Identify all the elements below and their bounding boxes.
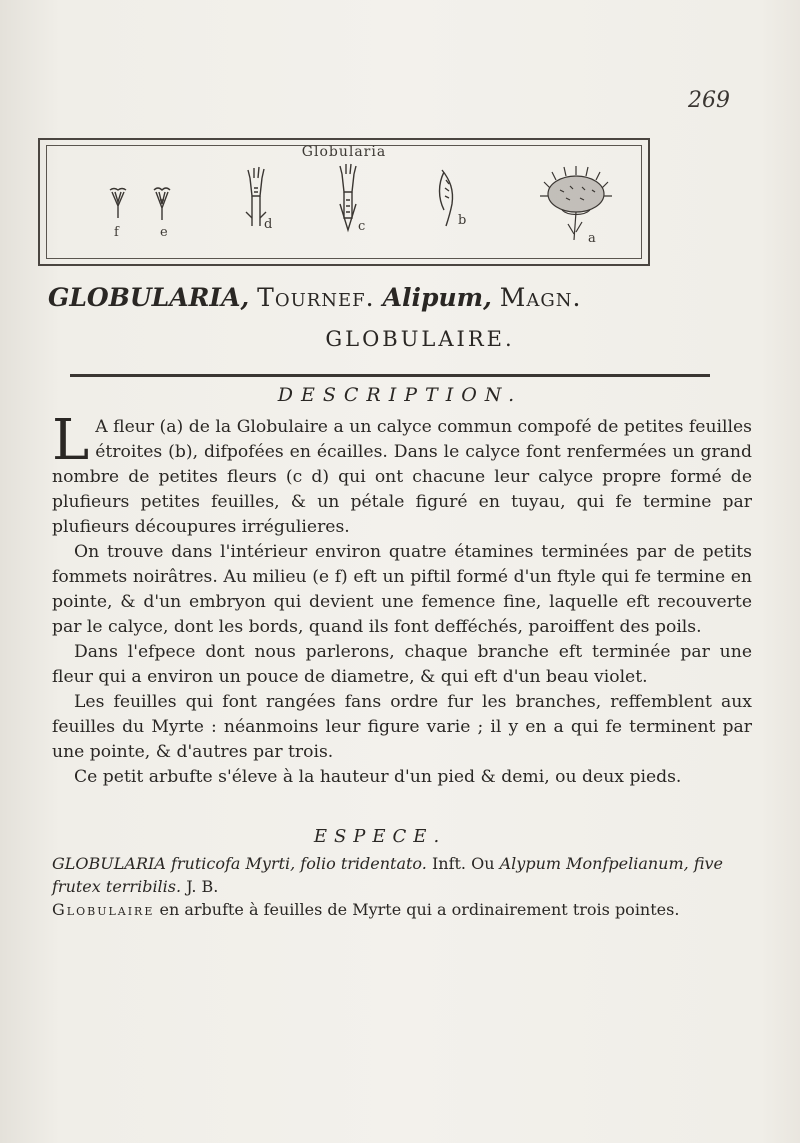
drop-cap: L bbox=[52, 408, 90, 473]
french-lead: Globulaire bbox=[52, 900, 155, 919]
figure-c-drawing bbox=[340, 164, 356, 230]
author-tournefort: Tournef. bbox=[257, 283, 375, 312]
latin-species-entry bbox=[52, 852, 752, 898]
espece-title: ESPECE. bbox=[313, 826, 447, 847]
illustration-plate bbox=[38, 138, 650, 266]
latin-or: Ou bbox=[471, 854, 495, 873]
figure-d-drawing bbox=[246, 167, 266, 226]
plate-title: Globularia bbox=[301, 144, 387, 160]
espece-body bbox=[52, 852, 752, 921]
figure-b-drawing bbox=[440, 170, 453, 226]
article-heading bbox=[48, 283, 748, 312]
synonym-name: Alipum, bbox=[382, 283, 492, 312]
french-species-entry bbox=[52, 898, 752, 921]
figure-e-drawing bbox=[154, 188, 170, 220]
description-paragraph: L A fleur (a) de la Globulaire a un calyce commun compofé de petites feuilles étroites (b), difpofées en écailles. Dans le calyce font renfermées un grand nombre de petites fleurs (c d) qui ont chacune leur calyce propre formé de plufieurs petites feuilles, & un pétale figuré en tuyau, qui fe termine par plufieurs découpures irrégulieres. bbox=[52, 408, 752, 537]
section-divider bbox=[70, 374, 710, 377]
french-name: GLOBULAIRE. bbox=[325, 327, 515, 351]
description-paragraph: On trouve dans l'intérieur environ quatre étamines terminées par de petits fommets noirâtres. Au milieu (e f) eft un piftil formé d'un ftyle qui fe termine en pointe, & d'un embryon qui devient une femence fine, laquelle eft recouverte par le calyce, dont les bords, quand ils font defféchés, paroiffent des poils. bbox=[52, 542, 752, 637]
latin-author-2: J. B. bbox=[186, 877, 219, 896]
description-body bbox=[52, 408, 752, 790]
description-paragraph: Les feuilles qui font rangées fans ordre fur les branches, reffemblent aux feuilles du Myrte : néanmoins leur figure varie ; il y en a qui fe terminent par une pointe, & d'autres par trois. bbox=[52, 692, 752, 762]
latin-author: Inft. bbox=[431, 854, 467, 873]
latin-synonym: Alypum Monfpelianum, five frutex terribilis. bbox=[52, 854, 723, 896]
figure-label-c: c bbox=[358, 219, 366, 234]
figure-label-b: b bbox=[458, 213, 467, 228]
figure-label-a: a bbox=[588, 231, 596, 246]
author-magnol: Magn. bbox=[499, 283, 582, 312]
figure-label-d: d bbox=[264, 217, 273, 232]
french-description: en arbufte à feuilles de Myrte qui a ordinairement trois pointes. bbox=[159, 900, 680, 919]
figure-label-e: e bbox=[160, 225, 168, 240]
description-title: DESCRIPTION. bbox=[277, 384, 523, 406]
figure-a-drawing bbox=[540, 166, 612, 240]
figure-f-drawing bbox=[110, 189, 126, 219]
page-number: 269 bbox=[688, 88, 730, 113]
description-paragraph: Ce petit arbufte s'éleve à la hauteur d'un pied & demi, ou deux pieds. bbox=[74, 767, 682, 787]
plate-figures bbox=[40, 140, 652, 268]
description-paragraph: Dans l'efpece dont nous parlerons, chaque branche eft terminée par une fleur qui a environ un pouce de diametre, & qui eft d'un beau violet. bbox=[52, 642, 752, 687]
latin-name: GLOBULARIA fruticofa Myrti, folio tridentato. bbox=[52, 854, 427, 873]
genus-name: GLOBULARIA, bbox=[48, 283, 250, 312]
figure-label-f: f bbox=[114, 225, 119, 240]
